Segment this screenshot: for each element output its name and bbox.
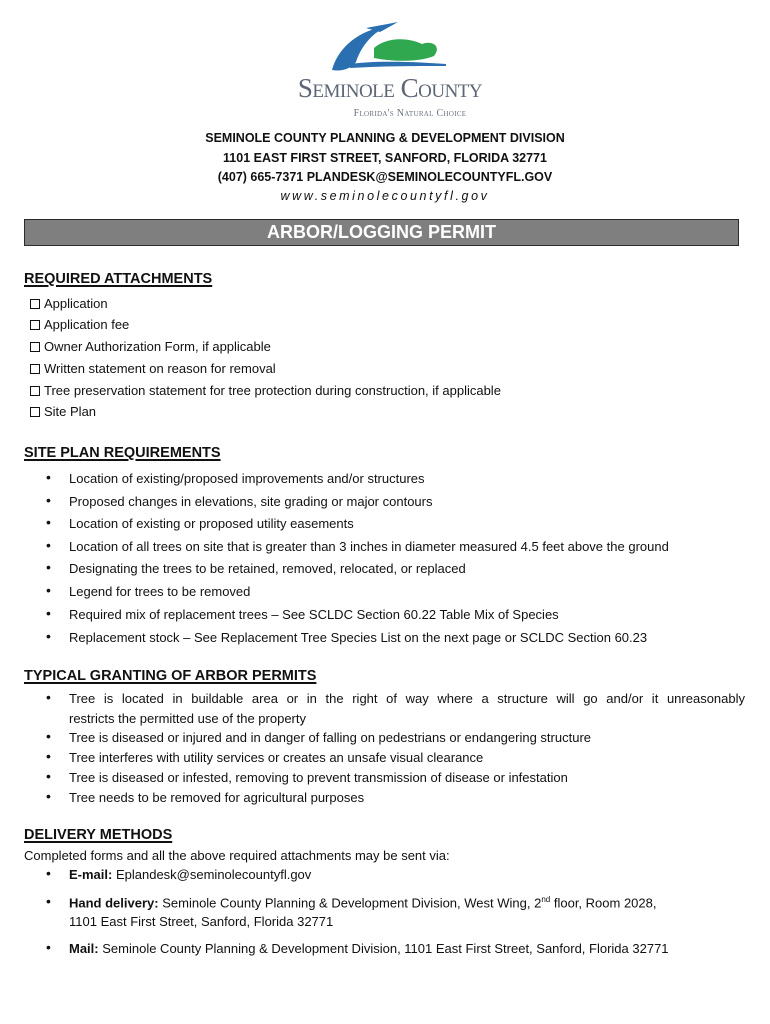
list-item: Tree is located in buildable area or in the right of way where a structure will go and/or it unreasonably [69,691,745,706]
checkbox[interactable] [30,342,40,352]
bullet-icon: • [46,582,51,598]
bullet-icon: • [46,939,51,955]
list-item: Location of all trees on site that is greater than 3 inches in diameter measured 4.5 feet above the ground [69,539,669,554]
site-plan-heading: SITE PLAN REQUIREMENTS [24,445,221,461]
mail-label: Mail: [69,941,99,956]
mail-address: Seminole County Planning & Development Division, 1101 East First Street, Sanford, Florida 32771 [102,941,669,956]
list-item: Location of existing/proposed improvements and/or structures [69,471,425,486]
seminole-county-logo [270,18,502,119]
attachment-item: Site Plan [30,404,96,419]
hand-delivery-address: Seminole County Planning & Development Division, West Wing, 2 [162,895,542,911]
delivery-intro: Completed forms and all the above required attachments may be sent via: [24,848,450,863]
delivery-mail [69,941,669,956]
hand-delivery-room: floor, Room 2028, [553,895,657,911]
bullet-icon: • [46,492,51,508]
list-item: Tree interferes with utility services or creates an unsafe visual clearance [69,750,484,765]
hand-delivery-address-line2: 1101 East First Street, Sanford, Florida 32771 [69,914,334,929]
bullet-icon: • [46,469,51,485]
bullet-icon: • [46,559,51,575]
bullet-icon: • [46,893,51,909]
list-item: Legend for trees to be removed [69,584,251,599]
checkbox[interactable] [30,386,40,396]
bullet-icon: • [46,537,51,553]
email-link[interactable]: Eplandesk@seminolecountyfl.gov [115,867,312,882]
attachment-item: Application [30,296,108,311]
website-link[interactable]: www.seminolecountyfl.gov [280,189,490,203]
checkbox[interactable] [30,299,40,309]
page-title: ARBOR/LOGGING PERMIT [267,222,496,242]
logo-mark-icon [270,18,502,78]
delivery-heading: DELIVERY METHODS [24,827,173,843]
list-item-continuation: restricts the permitted use of the property [69,711,306,726]
page-title-bar [24,219,739,246]
logo-tagline: Florida's Natural Choice [353,108,467,119]
delivery-hand [69,895,656,910]
list-item: Replacement stock – See Replacement Tree Species List on the next page or SCLDC Section 60.23 [69,630,648,645]
list-item: Location of existing or proposed utility easements [69,516,354,531]
division-contact[interactable]: (407) 665-7371 PLANDESK@SEMINOLECOUNTYFL.GOV [217,170,553,184]
checkbox[interactable] [30,320,40,330]
attachment-item: Owner Authorization Form, if applicable [30,339,271,354]
typical-granting-heading: TYPICAL GRANTING OF ARBOR PERMITS [24,668,317,684]
bullet-icon: • [46,768,51,784]
attachment-item: Tree preservation statement for tree protection during construction, if applicable [30,383,501,398]
delivery-email [69,867,311,882]
bullet-icon: • [46,689,51,705]
bullet-icon: • [46,605,51,621]
required-attachments-heading: REQUIRED ATTACHMENTS [24,271,213,287]
division-name: SEMINOLE COUNTY PLANNING & DEVELOPMENT DIVISION [205,131,565,145]
list-item: Tree is diseased or infested, removing to prevent transmission of disease or infestation [69,770,568,785]
list-item: Tree is diseased or injured and in danger of falling on pedestrians or endangering structure [69,730,592,745]
bullet-icon: • [46,628,51,644]
bullet-icon: • [46,514,51,530]
checkbox[interactable] [30,364,40,374]
checkbox[interactable] [30,407,40,417]
list-item: Proposed changes in elevations, site grading or major contours [69,494,433,509]
ordinal-suffix: nd [541,895,551,904]
division-address: 1101 EAST FIRST STREET, SANFORD, FLORIDA 32771 [223,151,547,165]
list-item: Designating the trees to be retained, removed, relocated, or replaced [69,561,466,576]
list-item: Tree needs to be removed for agricultural purposes [69,790,365,805]
email-label: E-mail: [69,867,113,882]
attachment-item: Written statement on reason for removal [30,361,276,376]
bullet-icon: • [46,728,51,744]
logo-name: Seminole County [297,73,483,103]
bullet-icon: • [46,748,51,764]
hand-delivery-label: Hand delivery: [69,895,159,911]
list-item: Required mix of replacement trees – See SCLDC Section 60.22 Table Mix of Species [69,607,559,622]
bullet-icon: • [46,865,51,881]
attachment-item: Application fee [30,317,129,332]
bullet-icon: • [46,788,51,804]
